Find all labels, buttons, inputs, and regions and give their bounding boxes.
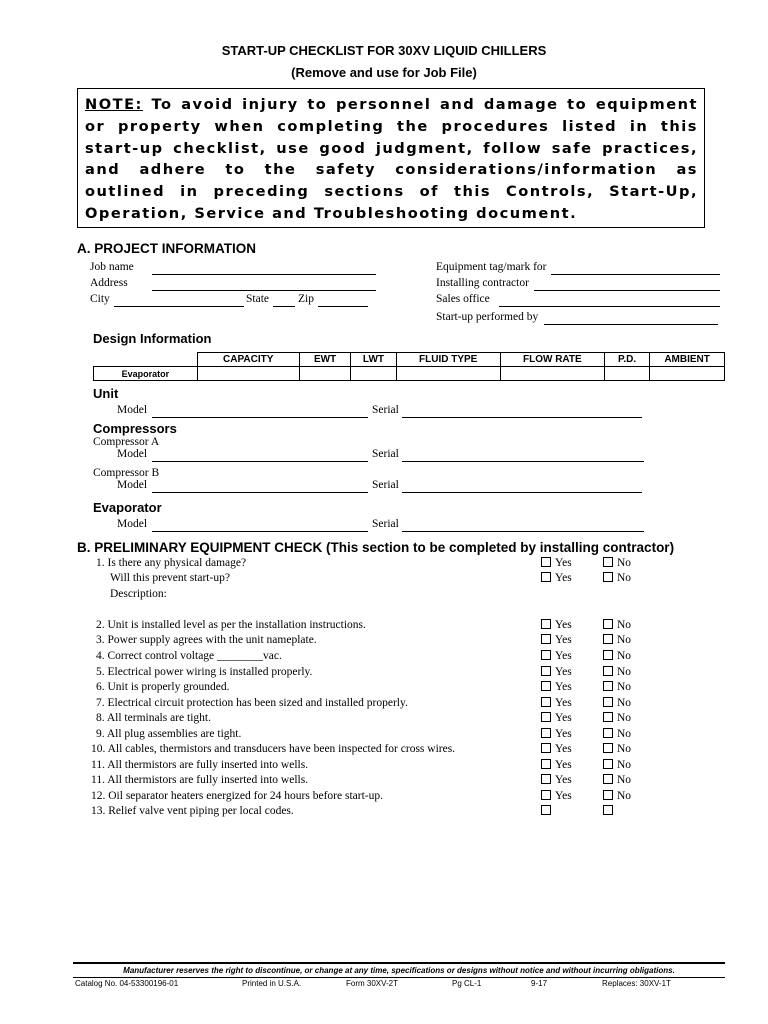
design-heading: Design Information — [93, 331, 212, 346]
no-checkbox[interactable] — [603, 557, 613, 567]
design-col-header: CAPACITY — [197, 353, 299, 367]
no-option[interactable] — [603, 805, 617, 817]
section-b-heading: B. PRELIMINARY EQUIPMENT CHECK (This section to be completed by installing contractor) — [77, 540, 675, 555]
no-checkbox[interactable] — [603, 743, 613, 753]
evaporator-model-label: Model — [117, 518, 148, 530]
address-field[interactable] — [152, 278, 376, 291]
yes-option[interactable]: Yes — [541, 790, 572, 802]
check-answer — [541, 619, 661, 631]
no-option[interactable]: No — [603, 634, 631, 646]
footer-printed: Printed in U.S.A. — [242, 979, 302, 988]
state-label: State — [246, 293, 269, 305]
no-checkbox[interactable] — [603, 619, 613, 629]
no-checkbox[interactable] — [603, 774, 613, 784]
check-answer — [541, 743, 661, 755]
q1b-answer — [541, 572, 661, 584]
no-option[interactable]: No — [603, 619, 631, 631]
no-checkbox[interactable] — [603, 572, 613, 582]
yes-option[interactable]: Yes — [541, 681, 572, 693]
yes-checkbox[interactable] — [541, 650, 551, 660]
compressor-b-model-field[interactable] — [152, 480, 368, 493]
compressor-b-serial-field[interactable] — [402, 480, 642, 493]
no-checkbox[interactable] — [603, 681, 613, 691]
check-item: 13. Relief valve vent piping per local codes. — [91, 805, 294, 817]
job-name-field[interactable] — [152, 262, 376, 275]
no-checkbox[interactable] — [603, 790, 613, 800]
city-label: City — [90, 293, 110, 305]
city-field[interactable] — [114, 294, 244, 307]
yes-checkbox[interactable] — [541, 634, 551, 644]
unit-model-field[interactable] — [152, 405, 368, 418]
no-option[interactable]: No — [603, 666, 631, 678]
check-item: 11. All thermistors are fully inserted into wells. — [91, 759, 309, 771]
unit-serial-label: Serial — [372, 404, 399, 416]
design-cell[interactable] — [500, 367, 604, 381]
address-label: Address — [90, 277, 128, 289]
sales-office-label: Sales office — [436, 293, 490, 305]
yes-checkbox[interactable] — [541, 697, 551, 707]
yes-option[interactable]: Yes — [541, 619, 572, 631]
check-answer — [541, 728, 661, 740]
design-table — [93, 352, 725, 381]
equipment-tag-field[interactable] — [551, 262, 720, 275]
unit-serial-field[interactable] — [402, 405, 642, 418]
no-checkbox[interactable] — [603, 805, 613, 815]
sales-office-field[interactable] — [499, 294, 720, 307]
check-answer — [541, 712, 661, 724]
no-option[interactable]: No — [603, 572, 631, 584]
compressor-b-serial-label: Serial — [372, 479, 399, 491]
compressor-a-model-field[interactable] — [152, 449, 368, 462]
safety-note — [77, 88, 705, 228]
check-answer — [541, 774, 661, 786]
no-checkbox[interactable] — [603, 697, 613, 707]
q1-answer — [541, 557, 661, 569]
design-row-label: Evaporator — [94, 367, 198, 381]
yes-checkbox[interactable] — [541, 681, 551, 691]
compressors-heading: Compressors — [93, 421, 177, 436]
no-checkbox[interactable] — [603, 759, 613, 769]
yes-checkbox[interactable] — [541, 572, 551, 582]
design-col-header: P.D. — [604, 353, 649, 367]
yes-checkbox[interactable] — [541, 790, 551, 800]
design-col-header: EWT — [299, 353, 351, 367]
q1-text: 1. Is there any physical damage? — [96, 557, 247, 569]
equipment-tag-label: Equipment tag/mark for — [436, 261, 547, 273]
check-item: 8. All terminals are tight. — [96, 712, 211, 724]
compressor-a-label: Compressor A — [93, 436, 160, 448]
compressor-a-serial-label: Serial — [372, 448, 399, 460]
design-col-header: FLOW RATE — [500, 353, 604, 367]
startup-by-field[interactable] — [544, 312, 718, 325]
yes-option[interactable]: Yes — [541, 728, 572, 740]
check-answer — [541, 790, 661, 802]
no-checkbox[interactable] — [603, 666, 613, 676]
check-answer — [541, 681, 661, 693]
no-option[interactable]: No — [603, 790, 631, 802]
zip-field[interactable] — [318, 294, 368, 307]
no-option[interactable]: No — [603, 728, 631, 740]
design-col-header: FLUID TYPE — [396, 353, 500, 367]
yes-option[interactable]: Yes — [541, 743, 572, 755]
compressor-b-label: Compressor B — [93, 467, 160, 479]
yes-option[interactable]: Yes — [541, 557, 572, 569]
check-answer — [541, 759, 661, 771]
footer-rule — [73, 962, 725, 964]
section-a-heading: A. PROJECT INFORMATION — [77, 241, 257, 256]
evaporator-serial-field[interactable] — [402, 519, 644, 532]
compressor-a-serial-field[interactable] — [402, 449, 644, 462]
no-option[interactable]: No — [603, 712, 631, 724]
design-col-header: AMBIENT — [650, 353, 725, 367]
no-option[interactable]: No — [603, 774, 631, 786]
no-checkbox[interactable] — [603, 650, 613, 660]
footer-form: Form 30XV-2T — [346, 979, 399, 988]
yes-option[interactable]: Yes — [541, 697, 572, 709]
no-option[interactable]: No — [603, 681, 631, 693]
yes-option[interactable]: Yes — [541, 650, 572, 662]
footer-rule-thin — [73, 977, 725, 978]
yes-checkbox[interactable] — [541, 666, 551, 676]
yes-option[interactable]: Yes — [541, 774, 572, 786]
no-option[interactable]: No — [603, 557, 631, 569]
footer-catalog: Catalog No. 04-53300196-01 — [75, 979, 179, 988]
state-field[interactable] — [273, 294, 295, 307]
yes-checkbox[interactable] — [541, 619, 551, 629]
check-item: 4. Correct control voltage ________vac. — [96, 650, 282, 662]
design-cell[interactable] — [351, 367, 396, 381]
design-cell[interactable] — [604, 367, 649, 381]
evaporator-model-field[interactable] — [152, 519, 368, 532]
footer-replaces: Replaces: 30XV-1T — [602, 979, 671, 988]
no-option[interactable]: No — [603, 759, 631, 771]
check-item: 12. Oil separator heaters energized for 24 hours before start-up. — [91, 790, 383, 802]
no-checkbox[interactable] — [603, 634, 613, 644]
yes-option[interactable]: Yes — [541, 712, 572, 724]
yes-checkbox[interactable] — [541, 728, 551, 738]
yes-option[interactable]: Yes — [541, 634, 572, 646]
check-answer — [541, 634, 661, 646]
unit-heading: Unit — [93, 386, 119, 401]
compressor-b-model-label: Model — [117, 479, 148, 491]
note-label: NOTE: — [85, 96, 143, 113]
installing-contractor-field[interactable] — [534, 278, 720, 291]
check-item: 6. Unit is properly grounded. — [96, 681, 230, 693]
evaporator-serial-label: Serial — [372, 518, 399, 530]
no-checkbox[interactable] — [603, 728, 613, 738]
zip-label: Zip — [298, 293, 314, 305]
yes-checkbox[interactable] — [541, 774, 551, 784]
startup-by-label: Start-up performed by — [436, 311, 539, 323]
job-name-label: Job name — [90, 261, 134, 273]
design-cell[interactable] — [396, 367, 500, 381]
footer-date: 9-17 — [531, 979, 548, 988]
unit-model-label: Model — [117, 404, 148, 416]
check-item: 9. All plug assemblies are tight. — [96, 728, 242, 740]
design-col-header: LWT — [351, 353, 396, 367]
yes-option[interactable]: Yes — [541, 572, 572, 584]
yes-option[interactable] — [541, 805, 555, 817]
page-subtitle: (Remove and use for Job File) — [291, 65, 477, 80]
yes-checkbox[interactable] — [541, 712, 551, 722]
note-text: To avoid injury to personnel and damage to equipment or property when completing the procedures listed in this start-up checklist, use good judgment, follow safe practices, and adhere to the safety considerations/information as outlined in preceding sections of this Controls, Start-Up, Operation, Service and Troubleshooting document. — [85, 96, 698, 222]
compressor-a-model-label: Model — [117, 448, 148, 460]
page-title: START-UP CHECKLIST FOR 30XV LIQUID CHILLERS — [221, 43, 547, 58]
check-item: 3. Power supply agrees with the unit nameplate. — [96, 634, 317, 646]
design-cell[interactable] — [650, 367, 725, 381]
design-cell[interactable] — [299, 367, 351, 381]
q1b-text: Will this prevent start-up? — [110, 572, 230, 584]
evaporator-heading: Evaporator — [93, 500, 162, 515]
footer-disclaimer: Manufacturer reserves the right to discontinue, or change at any time, specifications or designs without notice and without incurring obligations. — [123, 966, 675, 975]
footer-page: Pg CL-1 — [452, 979, 482, 988]
check-item: 5. Electrical power wiring is installed properly. — [96, 666, 313, 678]
no-option[interactable]: No — [603, 743, 631, 755]
no-option[interactable]: No — [603, 650, 631, 662]
yes-option[interactable]: Yes — [541, 759, 572, 771]
check-answer — [541, 805, 661, 817]
yes-checkbox[interactable] — [541, 743, 551, 753]
check-item: 11. All thermistors are fully inserted into wells. — [91, 774, 309, 786]
design-corner-cell — [94, 353, 198, 367]
check-answer — [541, 650, 661, 662]
check-answer — [541, 697, 661, 709]
check-answer — [541, 666, 661, 678]
installing-contractor-label: Installing contractor — [436, 277, 529, 289]
yes-checkbox[interactable] — [541, 805, 551, 815]
no-checkbox[interactable] — [603, 712, 613, 722]
design-cell[interactable] — [197, 367, 299, 381]
yes-option[interactable]: Yes — [541, 666, 572, 678]
check-item: 2. Unit is installed level as per the installation instructions. — [96, 619, 366, 631]
yes-checkbox[interactable] — [541, 557, 551, 567]
no-option[interactable]: No — [603, 697, 631, 709]
check-item: 10. All cables, thermistors and transducers have been inspected for cross wires. — [91, 743, 456, 755]
check-item: 7. Electrical circuit protection has been sized and installed properly. — [96, 697, 408, 709]
yes-checkbox[interactable] — [541, 759, 551, 769]
q1c-text: Description: — [110, 588, 167, 600]
